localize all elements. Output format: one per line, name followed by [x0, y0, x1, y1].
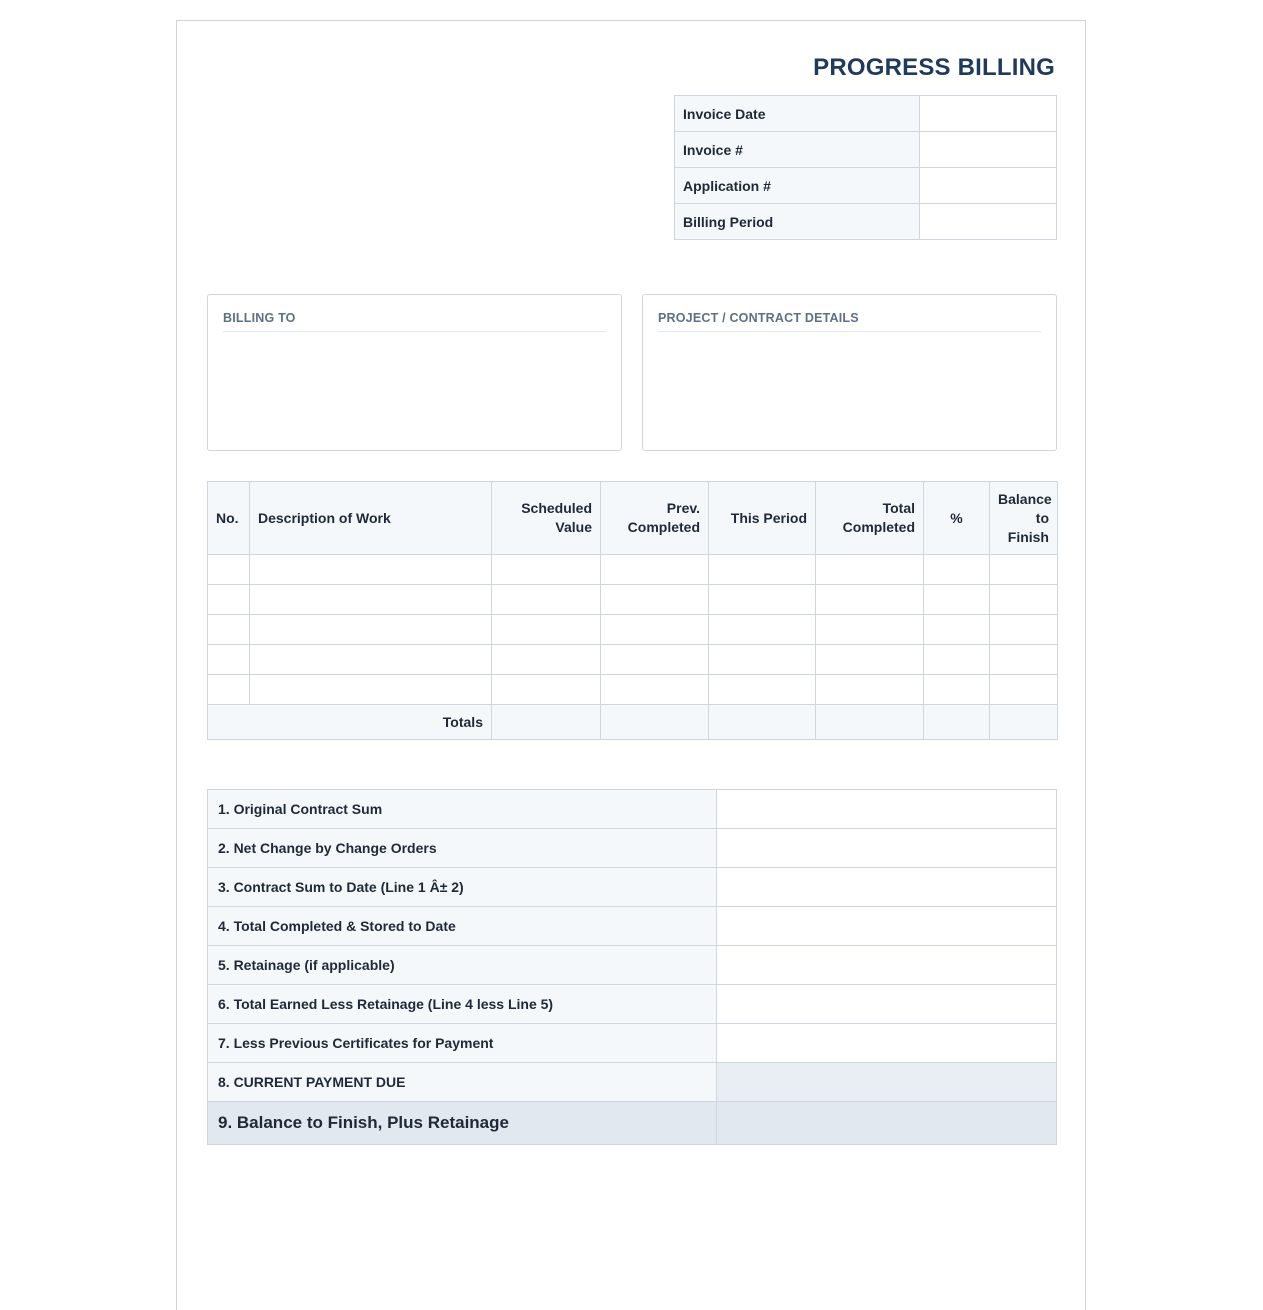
meta-row [675, 132, 1057, 168]
cell[interactable] [601, 585, 709, 615]
cell[interactable] [924, 645, 990, 675]
cell[interactable] [990, 615, 1058, 645]
invoice-meta-table [674, 95, 1057, 240]
work-table-header [208, 482, 1058, 555]
cell[interactable] [208, 645, 250, 675]
total-scheduled-value[interactable] [492, 705, 601, 740]
cell[interactable] [816, 585, 924, 615]
col-header-total-completed: Total Completed [816, 482, 924, 555]
application-number-label: Application # [675, 168, 920, 204]
cell[interactable] [208, 615, 250, 645]
summary-row [208, 1063, 1057, 1102]
summary-row [208, 946, 1057, 985]
invoice-number-label: Invoice # [675, 132, 920, 168]
summary-row [208, 985, 1057, 1024]
col-header-this-period: This Period [709, 482, 816, 555]
meta-row [675, 96, 1057, 132]
total-this-period[interactable] [709, 705, 816, 740]
cell[interactable] [492, 555, 601, 585]
original-contract-sum-field[interactable] [717, 790, 1057, 829]
cell[interactable] [601, 645, 709, 675]
cell[interactable] [709, 675, 816, 705]
col-header-no: No. [208, 482, 250, 555]
total-completed-stored-label: 4. Total Completed & Stored to Date [208, 907, 717, 946]
cell[interactable] [492, 585, 601, 615]
cell[interactable] [250, 555, 492, 585]
balance-to-finish-label: 9. Balance to Finish, Plus Retainage [208, 1102, 717, 1145]
total-prev-completed[interactable] [601, 705, 709, 740]
cell[interactable] [709, 615, 816, 645]
cell[interactable] [601, 555, 709, 585]
total-earned-less-retainage-field[interactable] [717, 985, 1057, 1024]
cell[interactable] [601, 675, 709, 705]
total-percent[interactable] [924, 705, 990, 740]
balance-to-finish-field[interactable] [717, 1102, 1057, 1145]
meta-row [675, 204, 1057, 240]
cell[interactable] [492, 675, 601, 705]
summary-row [208, 829, 1057, 868]
table-row [208, 585, 1058, 615]
cell[interactable] [208, 675, 250, 705]
totals-row [208, 705, 1058, 740]
contract-sum-to-date-label: 3. Contract Sum to Date (Line 1 Â± 2) [208, 868, 717, 907]
billing-to-heading: BILLING TO [223, 311, 606, 332]
cell[interactable] [709, 585, 816, 615]
cell[interactable] [709, 555, 816, 585]
total-earned-less-retainage-label: 6. Total Earned Less Retainage (Line 4 less Line 5) [208, 985, 717, 1024]
cell[interactable] [709, 645, 816, 675]
summary-row [208, 868, 1057, 907]
cell[interactable] [492, 645, 601, 675]
cell[interactable] [208, 555, 250, 585]
cell[interactable] [250, 615, 492, 645]
summary-table [207, 789, 1057, 1145]
cell[interactable] [816, 555, 924, 585]
project-details-heading: PROJECT / CONTRACT DETAILS [658, 311, 1041, 332]
retainage-field[interactable] [717, 946, 1057, 985]
contract-sum-to-date-field[interactable] [717, 868, 1057, 907]
invoice-number-field[interactable] [920, 132, 1057, 168]
invoice-date-label: Invoice Date [675, 96, 920, 132]
retainage-label: 5. Retainage (if applicable) [208, 946, 717, 985]
cell[interactable] [924, 555, 990, 585]
cell[interactable] [250, 585, 492, 615]
table-row [208, 615, 1058, 645]
application-number-field[interactable] [920, 168, 1057, 204]
net-change-label: 2. Net Change by Change Orders [208, 829, 717, 868]
col-header-percent: % [924, 482, 990, 555]
less-previous-certificates-field[interactable] [717, 1024, 1057, 1063]
cell[interactable] [990, 585, 1058, 615]
summary-row [208, 790, 1057, 829]
cell[interactable] [816, 615, 924, 645]
cell[interactable] [990, 645, 1058, 675]
table-row [208, 645, 1058, 675]
cell[interactable] [990, 675, 1058, 705]
summary-row [208, 1102, 1057, 1145]
totals-label: Totals [208, 705, 492, 740]
invoice-date-field[interactable] [920, 96, 1057, 132]
current-payment-due-field[interactable] [717, 1063, 1057, 1102]
summary-row [208, 1024, 1057, 1063]
work-table [207, 481, 1058, 740]
table-row [208, 675, 1058, 705]
cell[interactable] [924, 585, 990, 615]
cell[interactable] [492, 615, 601, 645]
cell[interactable] [990, 555, 1058, 585]
current-payment-due-label: 8. CURRENT PAYMENT DUE [208, 1063, 717, 1102]
cell[interactable] [816, 645, 924, 675]
project-details-box[interactable] [642, 294, 1057, 451]
cell[interactable] [250, 645, 492, 675]
col-header-scheduled-value: Scheduled Value [492, 482, 601, 555]
table-row [208, 555, 1058, 585]
original-contract-sum-label: 1. Original Contract Sum [208, 790, 717, 829]
cell[interactable] [924, 615, 990, 645]
cell[interactable] [208, 585, 250, 615]
summary-row [208, 907, 1057, 946]
cell[interactable] [250, 675, 492, 705]
billing-to-box[interactable] [207, 294, 622, 451]
total-total-completed[interactable] [816, 705, 924, 740]
less-previous-certificates-label: 7. Less Previous Certificates for Payment [208, 1024, 717, 1063]
cell[interactable] [601, 615, 709, 645]
total-balance-to-finish[interactable] [990, 705, 1058, 740]
col-header-prev-completed: Prev. Completed [601, 482, 709, 555]
billing-period-field[interactable] [920, 204, 1057, 240]
cell[interactable] [924, 675, 990, 705]
net-change-field[interactable] [717, 829, 1057, 868]
document-title: PROGRESS BILLING [813, 54, 1055, 81]
col-header-description: Description of Work [250, 482, 492, 555]
total-completed-stored-field[interactable] [717, 907, 1057, 946]
meta-row [675, 168, 1057, 204]
billing-period-label: Billing Period [675, 204, 920, 240]
invoice-page [176, 20, 1086, 1310]
col-header-balance-to-finish: Balance to Finish [990, 482, 1058, 555]
cell[interactable] [816, 675, 924, 705]
